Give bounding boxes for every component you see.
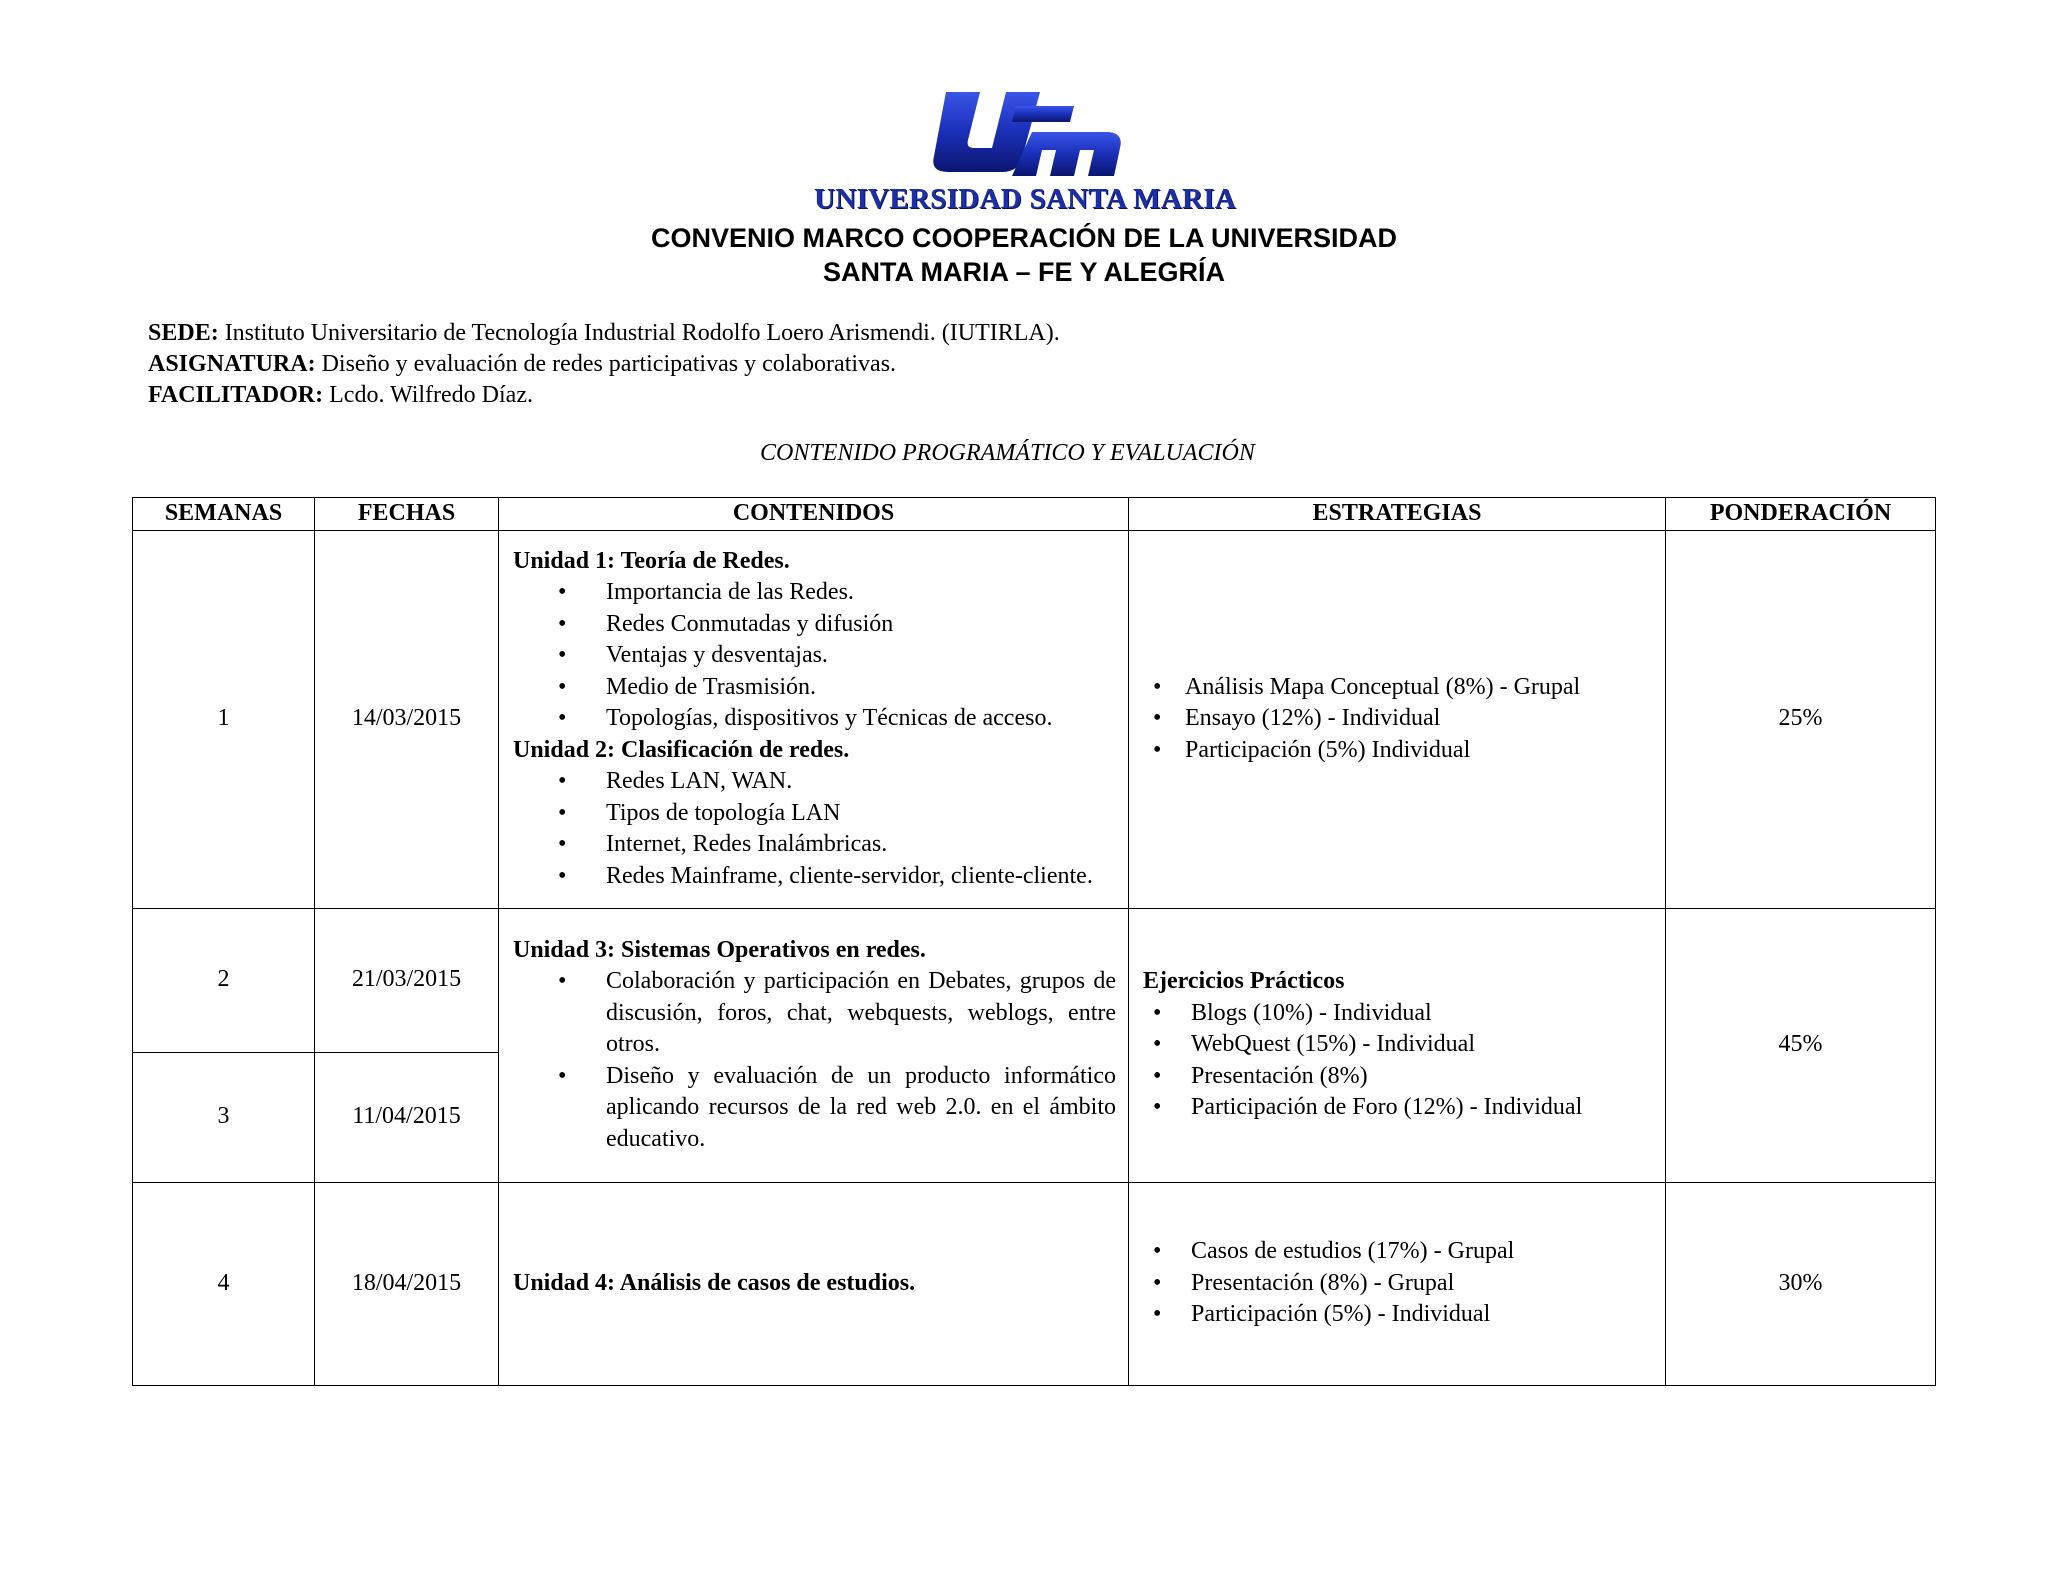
list-item: • Presentación (8%) - Grupal xyxy=(1191,1268,1651,1300)
header-strategies: ESTRATEGIAS xyxy=(1129,498,1666,531)
facilitator-line: FACILITADOR: Lcdo. Wilfredo Díaz. xyxy=(148,382,533,408)
university-logo xyxy=(810,88,1240,216)
strategies-cell xyxy=(1129,1182,1666,1385)
list-item: • Ensayo (12%) - Individual xyxy=(1185,703,1651,735)
table-row xyxy=(133,1182,1936,1385)
agreement-title-line1: CONVENIO MARCO COOPERACIÓN DE LA UNIVERSIDAD xyxy=(650,223,1398,253)
list-item: • Internet, Redes Inalámbricas. xyxy=(606,829,1116,861)
list-item: • Redes LAN, WAN. xyxy=(606,766,1116,798)
list-item: • Tipos de topología LAN xyxy=(606,798,1116,830)
header-contents: CONTENIDOS xyxy=(499,498,1129,531)
topic-list xyxy=(513,966,1116,1155)
date-cell: 21/03/2015 xyxy=(315,908,499,1052)
topic-list xyxy=(513,577,1116,735)
header-weighting: PONDERACIÓN xyxy=(1666,498,1936,531)
list-item: • Colaboración y participación en Debates, grupos de discusión, foros, chat, webquests, weblogs, entre otros. xyxy=(606,966,1116,1061)
week-cell: 1 xyxy=(133,530,315,908)
table-row xyxy=(133,908,1936,1052)
week-cell: 3 xyxy=(133,1052,315,1182)
strategy-list xyxy=(1143,672,1651,767)
list-item: • WebQuest (15%) - Individual xyxy=(1191,1029,1651,1061)
contents-cell xyxy=(499,1182,1129,1385)
weight-cell: 30% xyxy=(1666,1182,1936,1385)
header-weeks: SEMANAS xyxy=(133,498,315,531)
campus-line: SEDE: Instituto Universitario de Tecnología Industrial Rodolfo Loero Arismendi. (IUTIRLA). xyxy=(148,320,1060,346)
strategies-cell xyxy=(1129,530,1666,908)
unit-title: Unidad 4: Análisis de casos de estudios. xyxy=(513,1269,916,1296)
list-item: • Análisis Mapa Conceptual (8%) - Grupal xyxy=(1185,672,1651,704)
week-cell: 2 xyxy=(133,908,315,1052)
subject-line: ASIGNATURA: Diseño y evaluación de redes participativas y colaborativas. xyxy=(148,351,897,377)
week-cell: 4 xyxy=(133,1182,315,1385)
topic-list xyxy=(513,766,1116,892)
list-item: • Redes Conmutadas y difusión xyxy=(606,609,1116,641)
strategies-cell xyxy=(1129,908,1666,1182)
list-item: • Redes Mainframe, cliente-servidor, cliente-cliente. xyxy=(606,861,1116,893)
contents-cell xyxy=(499,530,1129,908)
list-item: • Importancia de las Redes. xyxy=(606,577,1116,609)
course-info xyxy=(148,318,1060,411)
list-item: • Participación (5%) Individual xyxy=(1185,735,1651,767)
list-item: • Diseño y evaluación de un producto informático aplicando recursos de la red web 2.0. en el ámbito educativo. xyxy=(606,1061,1116,1156)
date-cell: 11/04/2015 xyxy=(315,1052,499,1182)
list-item: • Presentación (8%) xyxy=(1191,1061,1651,1093)
strategy-list xyxy=(1143,1236,1651,1331)
date-cell: 14/03/2015 xyxy=(315,530,499,908)
program-table xyxy=(132,497,1936,1386)
date-cell: 18/04/2015 xyxy=(315,1182,499,1385)
usm-monogram-icon xyxy=(928,88,1126,180)
weight-cell: 45% xyxy=(1666,908,1936,1182)
table-header-row xyxy=(133,498,1936,531)
list-item: • Casos de estudios (17%) - Grupal xyxy=(1191,1236,1651,1268)
unit-title: Unidad 3: Sistemas Operativos en redes. xyxy=(513,936,926,963)
unit-title: Unidad 2: Clasificación de redes. xyxy=(513,736,850,763)
weight-cell: 25% xyxy=(1666,530,1936,908)
list-item: • Participación de Foro (12%) - Individual xyxy=(1191,1092,1651,1124)
list-item: • Participación (5%) - Individual xyxy=(1191,1299,1651,1331)
list-item: • Blogs (10%) - Individual xyxy=(1191,998,1651,1030)
list-item: • Topologías, dispositivos y Técnicas de acceso. xyxy=(606,703,1116,735)
strategy-list xyxy=(1143,998,1651,1124)
list-item: • Ventajas y desventajas. xyxy=(606,640,1116,672)
contents-cell xyxy=(499,908,1129,1182)
table-row xyxy=(133,530,1936,908)
list-item: • Medio de Trasmisión. xyxy=(606,672,1116,704)
agreement-title-line2: SANTA MARIA – FE Y ALEGRÍA xyxy=(822,257,1226,287)
university-wordmark: UNIVERSIDAD SANTA MARIA xyxy=(813,183,1237,215)
unit-title: Unidad 1: Teoría de Redes. xyxy=(513,547,790,574)
strategies-title: Ejercicios Prácticos xyxy=(1143,968,1345,995)
header-dates: FECHAS xyxy=(315,498,499,531)
